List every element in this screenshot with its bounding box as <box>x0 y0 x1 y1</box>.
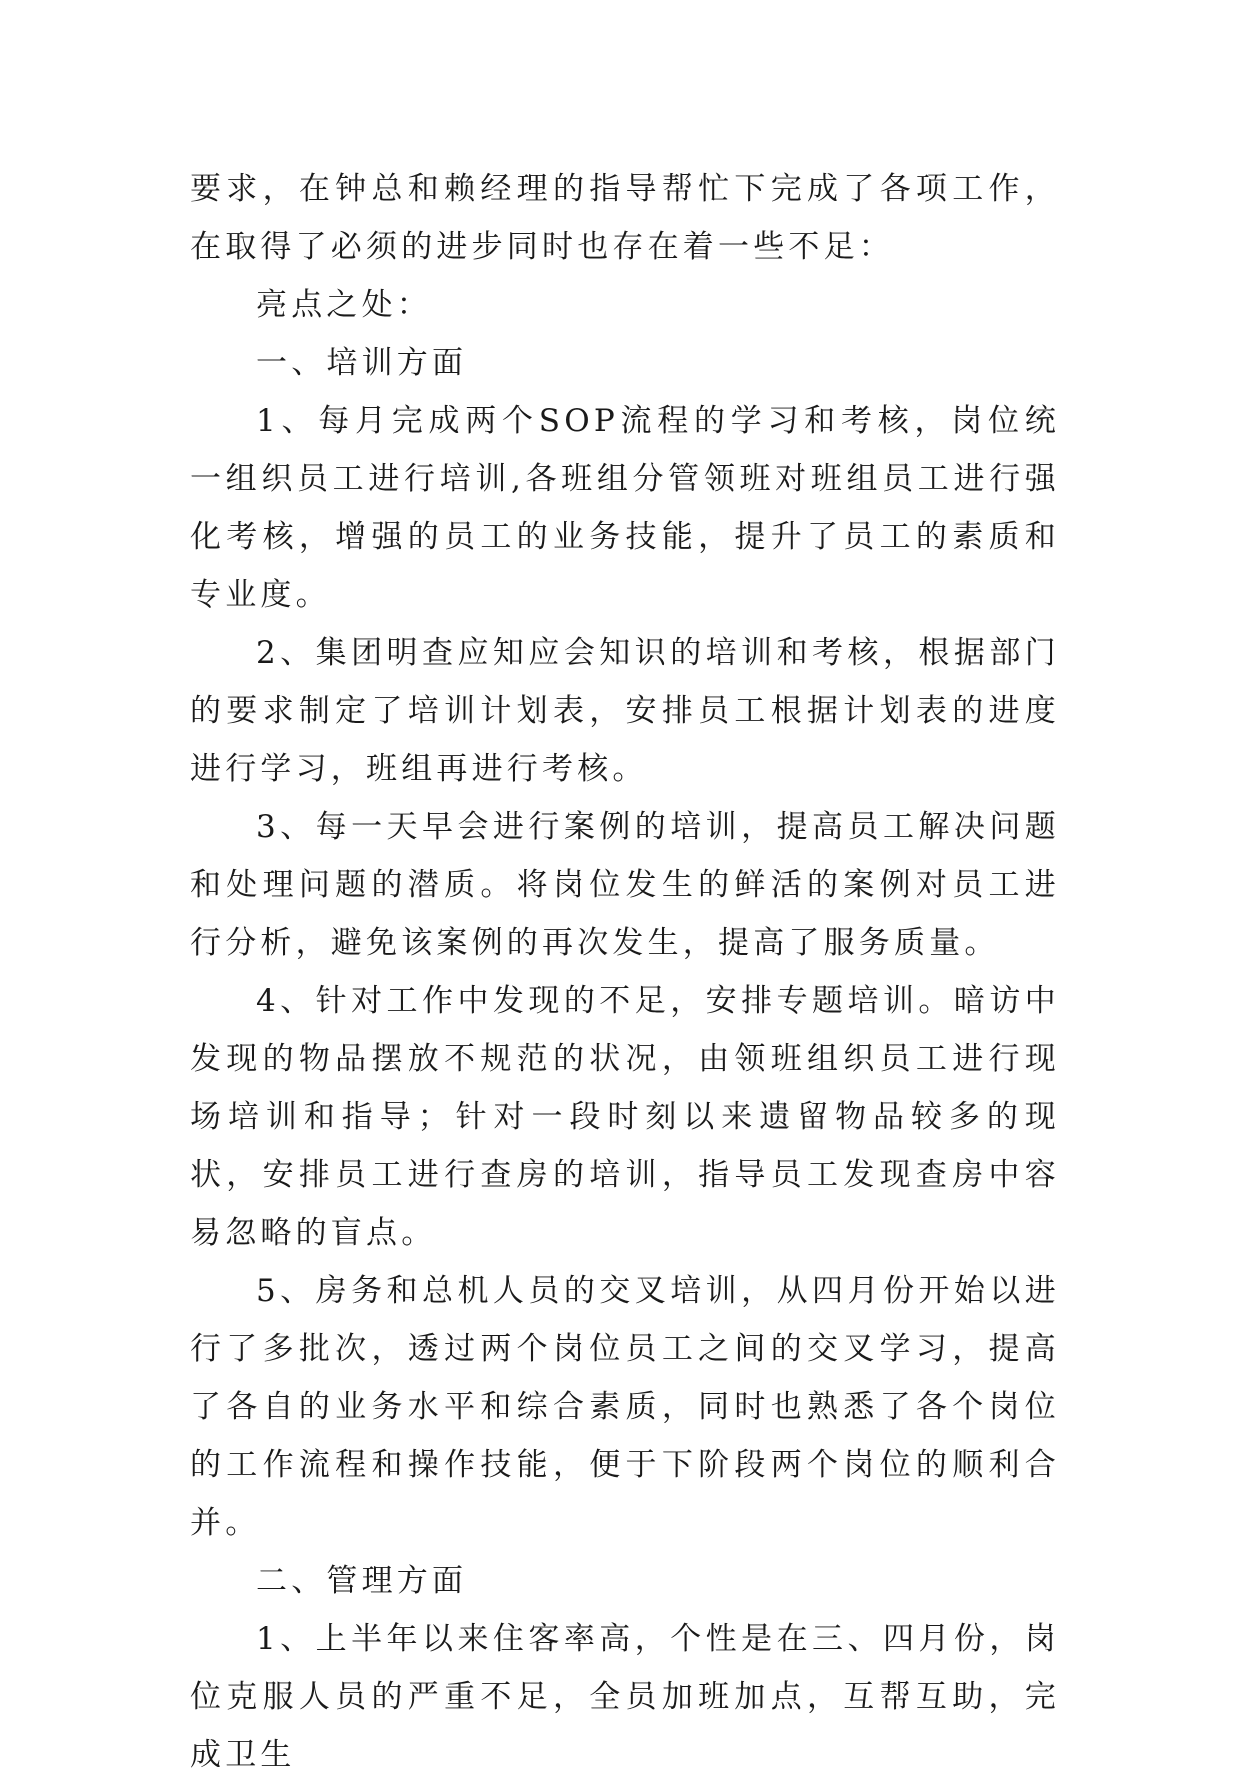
paragraph-training-item-4: 4、针对工作中发现的不足，安排专题培训。暗访中发现的物品摆放不规范的状况，由领班组织员工进行现场培训和指导；针对一段时刻以来遗留物品较多的现状，安排员工进行查房的培训，指导员工发现查房中容易忽略的盲点。 <box>190 983 1060 1251</box>
paragraph-training-item-3: 3、每一天早会进行案例的培训，提高员工解决问题和处理问题的潜质。将岗位发生的鲜活的案例对员工进行分析，避免该案例的再次发生，提高了服务质量。 <box>190 809 1060 961</box>
paragraph-training-item-1: 1、每月完成两个SOP流程的学习和考核，岗位统一组织员工进行培训,各班组分管领班对班组员工进行强化考核，增强的员工的业务技能，提升了员工的素质和专业度。 <box>190 403 1060 613</box>
section-heading-training: 一、培训方面 <box>256 345 468 381</box>
paragraph-management-item-1: 1、上半年以来住客率高，个性是在三、四月份，岗位克服人员的严重不足，全员加班加点，互帮互助，完成卫生 <box>190 1621 1060 1773</box>
paragraph-continuation: 要求，在钟总和赖经理的指导帮忙下完成了各项工作，在取得了必须的进步同时也存在着一些不足： <box>190 171 1060 265</box>
paragraph-training-item-2: 2、集团明查应知应会知识的培训和考核，根据部门的要求制定了培训计划表，安排员工根据计划表的进度进行学习，班组再进行考核。 <box>190 635 1060 787</box>
paragraph-training-item-5: 5、房务和总机人员的交叉培训，从四月份开始以进行了多批次，透过两个岗位员工之间的交叉学习，提高了各自的业务水平和综合素质，同时也熟悉了各个岗位的工作流程和操作技能，便于下阶段两个岗位的顺利合并。 <box>190 1273 1060 1541</box>
section-heading-management: 二、管理方面 <box>256 1563 468 1599</box>
document-body <box>190 160 1060 1784</box>
paragraph-highlights-heading: 亮点之处： <box>256 287 432 323</box>
